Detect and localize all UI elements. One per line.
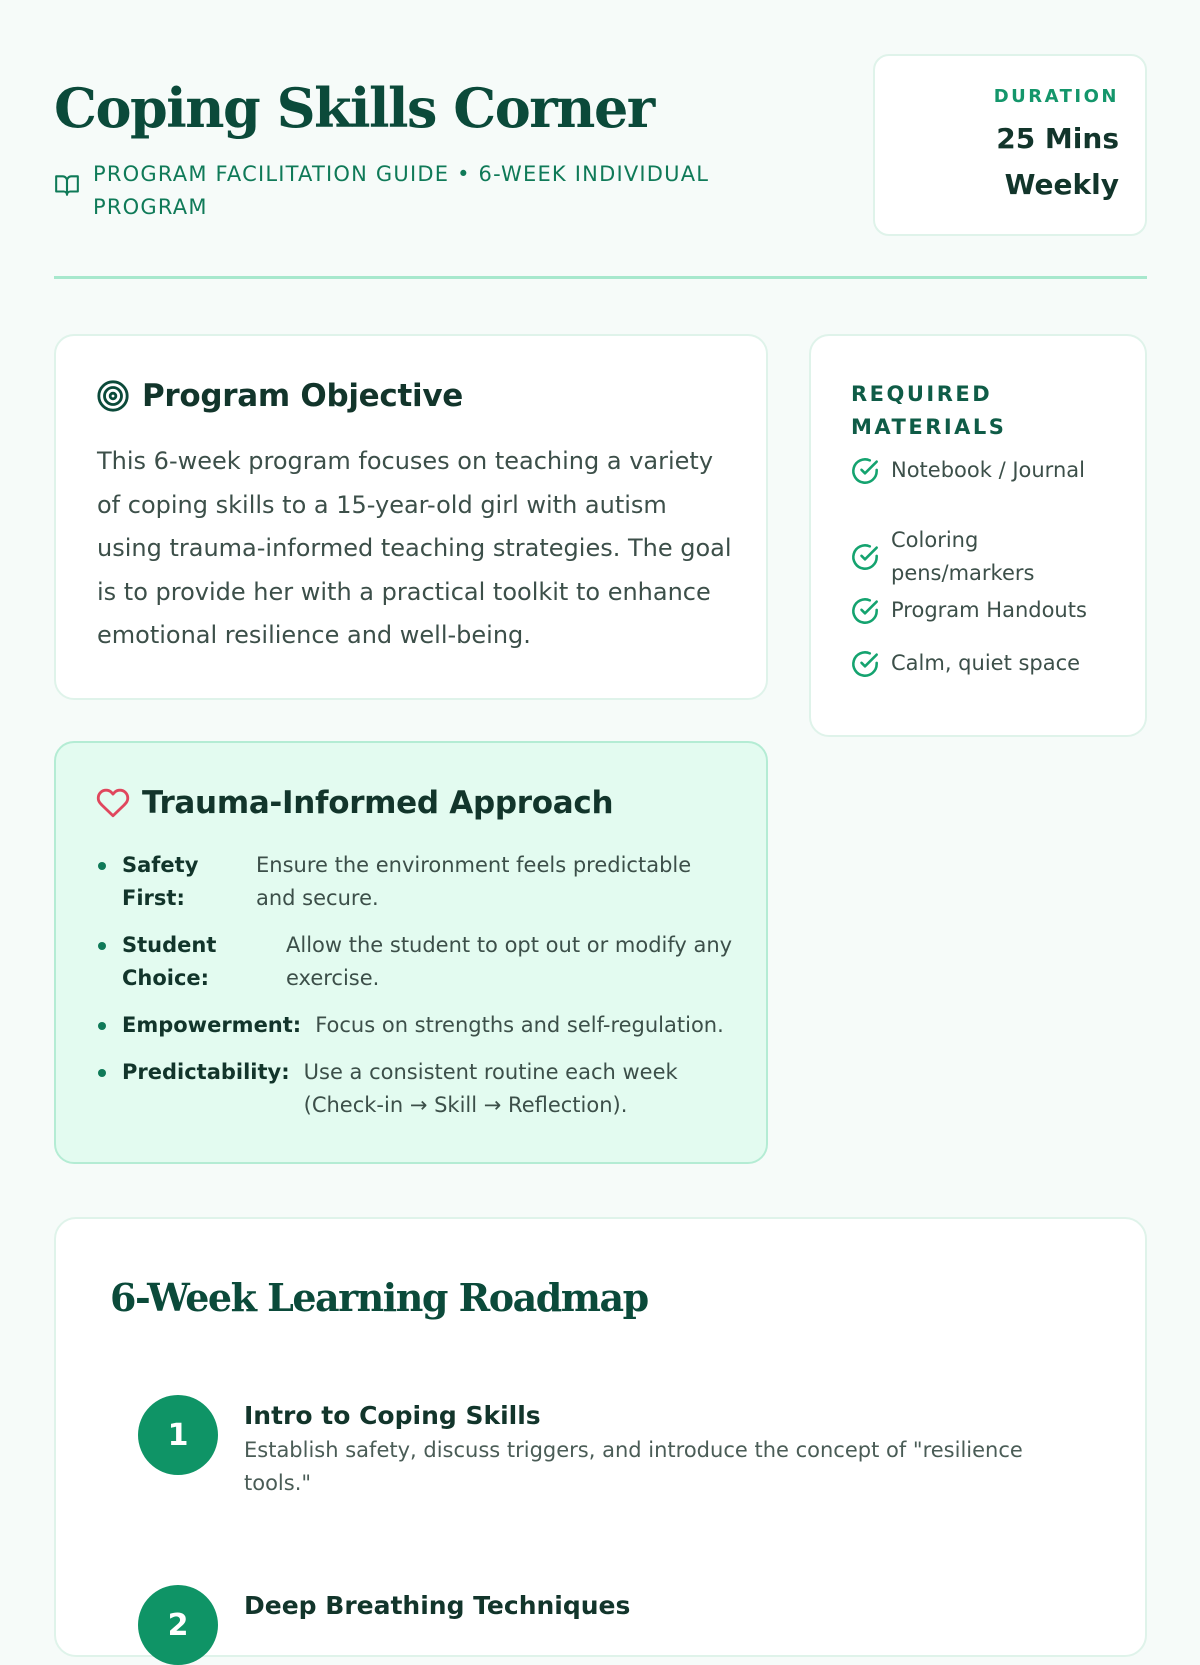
trauma-card <box>54 741 768 1164</box>
step-number: 1 <box>138 1395 218 1475</box>
check-circle-icon <box>851 543 879 571</box>
approach-item <box>98 929 736 995</box>
material-item <box>851 524 1091 590</box>
material-label: Notebook / Journal <box>891 458 1085 482</box>
check-circle-icon <box>851 457 879 485</box>
approach-desc: Use a consistent routine each week (Check-in → Skill → Reflection). <box>303 1060 678 1117</box>
trauma-header <box>96 785 613 821</box>
step-title: Intro to Coping Skills <box>244 1401 541 1430</box>
bullet <box>98 942 106 950</box>
bullet <box>98 1022 106 1030</box>
material-item <box>851 647 1080 680</box>
duration-label: DURATION <box>993 86 1119 107</box>
approach-desc: Focus on strengths and self-regulation. <box>315 1013 724 1037</box>
subtitle-text: PROGRAM FACILITATION GUIDE • 6-WEEK INDIVIDUAL PROGRAM <box>93 162 710 219</box>
approach-term: Student Choice: <box>122 933 217 990</box>
step-body <box>244 1395 1044 1500</box>
header-divider <box>54 276 1147 279</box>
approach-term: Empowerment: <box>122 1013 302 1037</box>
objective-text: This 6-week program focuses on teaching a variety of coping skills to a 15-year-old girl with autism using trauma-informed teaching strategies. The goal is to provide her with a practical toolkit to enhance emotional resilience and well-being. <box>97 447 732 649</box>
bullet <box>98 1069 106 1077</box>
heart-icon <box>96 786 130 820</box>
materials-card <box>809 334 1147 737</box>
duration-frequency: Weekly <box>1004 168 1119 201</box>
roadmap-title: 6-Week Learning Roadmap <box>110 1275 648 1320</box>
material-label: Coloring pens/markers <box>891 528 1035 585</box>
duration-time: 25 Mins <box>996 122 1119 155</box>
approach-item <box>98 849 736 915</box>
approach-term: Predictability: <box>122 1060 290 1084</box>
bullet <box>98 862 106 870</box>
trauma-title: Trauma-Informed Approach <box>142 785 614 821</box>
step-description: Establish safety, discuss triggers, and introduce the concept of "resilience tools." <box>244 1438 1023 1495</box>
objective-card <box>54 334 768 700</box>
approach-term: Safety First: <box>122 853 199 910</box>
check-circle-icon <box>851 650 879 678</box>
roadmap-step <box>138 1395 1044 1500</box>
objective-title: Program Objective <box>142 378 463 414</box>
target-icon <box>96 379 130 413</box>
step-number: 2 <box>138 1585 218 1665</box>
page-header <box>54 54 1147 280</box>
material-label: Calm, quiet space <box>891 651 1081 675</box>
step-body <box>244 1585 630 1665</box>
page-title: Coping Skills Corner <box>54 76 654 140</box>
material-label: Program Handouts <box>891 598 1087 622</box>
approach-desc: Ensure the environment feels predictable and secure. <box>256 853 692 910</box>
check-circle-icon <box>851 597 879 625</box>
page-subtitle <box>54 158 774 224</box>
material-item <box>851 594 1087 627</box>
duration-card <box>873 54 1147 236</box>
materials-title: REQUIRED MATERIALS <box>851 382 1007 439</box>
roadmap-step <box>138 1585 630 1665</box>
approach-item <box>98 1009 724 1042</box>
roadmap-card <box>54 1217 1147 1657</box>
material-item <box>851 454 1085 487</box>
objective-header <box>96 378 463 414</box>
step-title: Deep Breathing Techniques <box>244 1591 631 1620</box>
approach-desc: Allow the student to opt out or modify any exercise. <box>286 933 733 990</box>
approach-item <box>98 1056 724 1122</box>
book-open-icon <box>54 172 80 198</box>
